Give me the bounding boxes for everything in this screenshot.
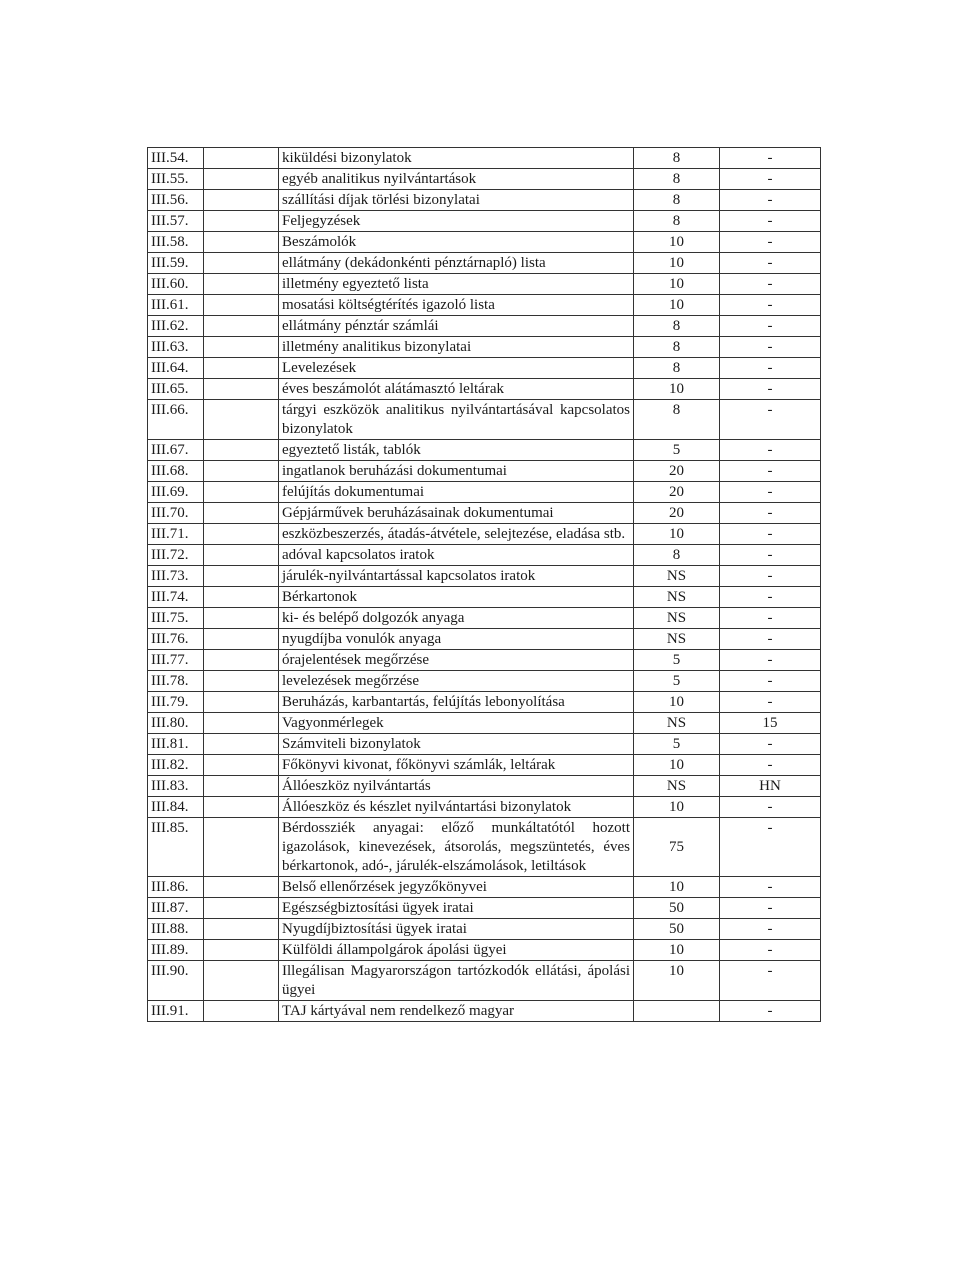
blank-cell (204, 755, 279, 776)
archive-note: - (720, 877, 821, 898)
blank-cell (204, 190, 279, 211)
record-description: éves beszámolót alátámasztó leltárak (279, 379, 634, 400)
table-row (148, 190, 821, 211)
record-description: tárgyi eszközök analitikus nyilvántartásával kapcsolatos bizonylatok (279, 400, 634, 440)
retention-period: 5 (634, 440, 720, 461)
record-description: Feljegyzések (279, 211, 634, 232)
record-code: III.86. (148, 877, 204, 898)
record-code: III.67. (148, 440, 204, 461)
record-code: III.82. (148, 755, 204, 776)
blank-cell (204, 461, 279, 482)
blank-cell (204, 650, 279, 671)
archive-note: - (720, 671, 821, 692)
retention-period: 10 (634, 797, 720, 818)
archive-note: - (720, 818, 821, 877)
record-code: III.57. (148, 211, 204, 232)
record-code: III.83. (148, 776, 204, 797)
records-retention-table (147, 147, 821, 1022)
archive-note: - (720, 295, 821, 316)
blank-cell (204, 797, 279, 818)
retention-period: NS (634, 629, 720, 650)
record-code: III.74. (148, 587, 204, 608)
record-code: III.71. (148, 524, 204, 545)
retention-period (634, 1001, 720, 1022)
archive-note: - (720, 734, 821, 755)
archive-note: - (720, 503, 821, 524)
table-row (148, 295, 821, 316)
table-row (148, 734, 821, 755)
record-code: III.61. (148, 295, 204, 316)
record-description: Levelezések (279, 358, 634, 379)
archive-note: - (720, 190, 821, 211)
retention-period: 10 (634, 692, 720, 713)
record-description: Állóeszköz nyilvántartás (279, 776, 634, 797)
record-code: III.55. (148, 169, 204, 190)
table-row (148, 316, 821, 337)
table-row (148, 400, 821, 440)
record-code: III.69. (148, 482, 204, 503)
record-code: III.58. (148, 232, 204, 253)
record-description: Számviteli bizonylatok (279, 734, 634, 755)
record-description: órajelentések megőrzése (279, 650, 634, 671)
archive-note: - (720, 587, 821, 608)
record-description: Főkönyvi kivonat, főkönyvi számlák, leltárak (279, 755, 634, 776)
blank-cell (204, 919, 279, 940)
table-row (148, 482, 821, 503)
record-code: III.75. (148, 608, 204, 629)
archive-note: - (720, 400, 821, 440)
record-code: III.79. (148, 692, 204, 713)
blank-cell (204, 1001, 279, 1022)
record-description: Beruházás, karbantartás, felújítás lebonyolítása (279, 692, 634, 713)
record-description: egyéb analitikus nyilvántartások (279, 169, 634, 190)
record-code: III.62. (148, 316, 204, 337)
archive-note: - (720, 482, 821, 503)
table-row (148, 961, 821, 1001)
archive-note: - (720, 232, 821, 253)
record-description: Nyugdíjbiztosítási ügyek iratai (279, 919, 634, 940)
blank-cell (204, 358, 279, 379)
blank-cell (204, 587, 279, 608)
table-row (148, 169, 821, 190)
blank-cell (204, 274, 279, 295)
archive-note: - (720, 461, 821, 482)
blank-cell (204, 524, 279, 545)
archive-note: - (720, 919, 821, 940)
blank-cell (204, 169, 279, 190)
blank-cell (204, 898, 279, 919)
retention-period: 10 (634, 961, 720, 1001)
retention-period: 8 (634, 211, 720, 232)
record-code: III.60. (148, 274, 204, 295)
retention-period: NS (634, 566, 720, 587)
table-row (148, 1001, 821, 1022)
table-row (148, 337, 821, 358)
retention-period: 10 (634, 232, 720, 253)
record-description: mosatási költségtérítés igazoló lista (279, 295, 634, 316)
record-description: kiküldési bizonylatok (279, 148, 634, 169)
record-code: III.72. (148, 545, 204, 566)
retention-period: 20 (634, 482, 720, 503)
archive-note: - (720, 545, 821, 566)
archive-note: - (720, 650, 821, 671)
archive-note: - (720, 797, 821, 818)
retention-period: 8 (634, 400, 720, 440)
record-description: egyeztető listák, tablók (279, 440, 634, 461)
record-description: illetmény egyeztető lista (279, 274, 634, 295)
retention-period: 8 (634, 358, 720, 379)
table-row (148, 650, 821, 671)
retention-period: 5 (634, 734, 720, 755)
blank-cell (204, 776, 279, 797)
table-row (148, 379, 821, 400)
table-row (148, 232, 821, 253)
blank-cell (204, 482, 279, 503)
table-row (148, 629, 821, 650)
record-code: III.68. (148, 461, 204, 482)
retention-period: 10 (634, 877, 720, 898)
retention-period: NS (634, 713, 720, 734)
record-description: felújítás dokumentumai (279, 482, 634, 503)
archive-note: - (720, 755, 821, 776)
blank-cell (204, 337, 279, 358)
archive-note: - (720, 379, 821, 400)
table-row (148, 211, 821, 232)
blank-cell (204, 818, 279, 877)
table-row (148, 692, 821, 713)
retention-period: 50 (634, 919, 720, 940)
blank-cell (204, 211, 279, 232)
retention-period: 8 (634, 316, 720, 337)
archive-note: - (720, 440, 821, 461)
table-row (148, 440, 821, 461)
record-code: III.70. (148, 503, 204, 524)
record-code: III.54. (148, 148, 204, 169)
record-description: ellátmány pénztár számlái (279, 316, 634, 337)
archive-note: - (720, 358, 821, 379)
record-code: III.81. (148, 734, 204, 755)
table-row (148, 671, 821, 692)
record-description: szállítási díjak törlési bizonylatai (279, 190, 634, 211)
archive-note: - (720, 961, 821, 1001)
blank-cell (204, 608, 279, 629)
blank-cell (204, 961, 279, 1001)
table-row (148, 940, 821, 961)
retention-period: 10 (634, 524, 720, 545)
retention-period: 8 (634, 190, 720, 211)
table-row (148, 503, 821, 524)
document-page (147, 147, 820, 1022)
record-description: Beszámolók (279, 232, 634, 253)
blank-cell (204, 148, 279, 169)
table-row (148, 919, 821, 940)
record-code: III.63. (148, 337, 204, 358)
retention-period: 8 (634, 148, 720, 169)
blank-cell (204, 400, 279, 440)
record-code: III.59. (148, 253, 204, 274)
blank-cell (204, 295, 279, 316)
record-code: III.88. (148, 919, 204, 940)
retention-period: 75 (634, 818, 720, 877)
table-row (148, 755, 821, 776)
record-code: III.80. (148, 713, 204, 734)
record-description: levelezések megőrzése (279, 671, 634, 692)
record-code: III.89. (148, 940, 204, 961)
retention-period: 10 (634, 274, 720, 295)
retention-period: NS (634, 776, 720, 797)
archive-note: - (720, 274, 821, 295)
retention-period: NS (634, 608, 720, 629)
archive-note: - (720, 940, 821, 961)
table-row (148, 545, 821, 566)
table-row (148, 358, 821, 379)
record-code: III.66. (148, 400, 204, 440)
retention-period: 10 (634, 755, 720, 776)
table-row (148, 587, 821, 608)
record-code: III.73. (148, 566, 204, 587)
archive-note: HN (720, 776, 821, 797)
blank-cell (204, 629, 279, 650)
blank-cell (204, 692, 279, 713)
retention-period: 8 (634, 337, 720, 358)
archive-note: - (720, 566, 821, 587)
table-row (148, 524, 821, 545)
archive-note: - (720, 1001, 821, 1022)
archive-note: - (720, 316, 821, 337)
blank-cell (204, 566, 279, 587)
retention-period: 10 (634, 295, 720, 316)
archive-note: 15 (720, 713, 821, 734)
record-code: III.91. (148, 1001, 204, 1022)
record-description: ingatlanok beruházási dokumentumai (279, 461, 634, 482)
blank-cell (204, 503, 279, 524)
record-description: Bérkartonok (279, 587, 634, 608)
archive-note: - (720, 337, 821, 358)
table-row (148, 776, 821, 797)
table-row (148, 566, 821, 587)
table-row (148, 818, 821, 877)
archive-note: - (720, 524, 821, 545)
retention-period: 8 (634, 169, 720, 190)
table-row (148, 797, 821, 818)
record-code: III.56. (148, 190, 204, 211)
blank-cell (204, 713, 279, 734)
table-row (148, 877, 821, 898)
archive-note: - (720, 898, 821, 919)
record-description: Illegálisan Magyarországon tartózkodók ellátási, ápolási ügyei (279, 961, 634, 1001)
retention-period: 8 (634, 545, 720, 566)
record-description: nyugdíjba vonulók anyaga (279, 629, 634, 650)
archive-note: - (720, 608, 821, 629)
table-row (148, 274, 821, 295)
record-code: III.76. (148, 629, 204, 650)
archive-note: - (720, 253, 821, 274)
record-description: Egészségbiztosítási ügyek iratai (279, 898, 634, 919)
archive-note: - (720, 629, 821, 650)
table-row (148, 461, 821, 482)
record-description: TAJ kártyával nem rendelkező magyar (279, 1001, 634, 1022)
blank-cell (204, 440, 279, 461)
table-row (148, 148, 821, 169)
record-code: III.90. (148, 961, 204, 1001)
retention-period: 10 (634, 253, 720, 274)
record-description: Állóeszköz és készlet nyilvántartási bizonylatok (279, 797, 634, 818)
record-description: ellátmány (dekádonkénti pénztárnapló) lista (279, 253, 634, 274)
table-row (148, 898, 821, 919)
record-code: III.64. (148, 358, 204, 379)
record-description: Vagyonmérlegek (279, 713, 634, 734)
retention-period: 5 (634, 650, 720, 671)
table-row (148, 713, 821, 734)
retention-period: NS (634, 587, 720, 608)
blank-cell (204, 232, 279, 253)
archive-note: - (720, 692, 821, 713)
record-description: Bérdossziék anyagai: előző munkáltatótól hozott igazolások, kinevezések, átsorolás, megszüntetés, éves bérkartonok, adó-, járulék-elszámolások, letiltások (279, 818, 634, 877)
blank-cell (204, 940, 279, 961)
record-code: III.84. (148, 797, 204, 818)
retention-period: 20 (634, 461, 720, 482)
blank-cell (204, 379, 279, 400)
table-row (148, 608, 821, 629)
record-code: III.77. (148, 650, 204, 671)
retention-period: 5 (634, 671, 720, 692)
record-description: járulék-nyilvántartással kapcsolatos iratok (279, 566, 634, 587)
blank-cell (204, 671, 279, 692)
record-description: Külföldi állampolgárok ápolási ügyei (279, 940, 634, 961)
retention-period: 10 (634, 940, 720, 961)
record-code: III.85. (148, 818, 204, 877)
blank-cell (204, 734, 279, 755)
table-body (148, 148, 821, 1022)
record-description: Gépjárművek beruházásainak dokumentumai (279, 503, 634, 524)
record-description: Belső ellenőrzések jegyzőkönyvei (279, 877, 634, 898)
record-code: III.65. (148, 379, 204, 400)
archive-note: - (720, 169, 821, 190)
blank-cell (204, 316, 279, 337)
blank-cell (204, 545, 279, 566)
record-code: III.87. (148, 898, 204, 919)
record-description: adóval kapcsolatos iratok (279, 545, 634, 566)
blank-cell (204, 877, 279, 898)
table-row (148, 253, 821, 274)
archive-note: - (720, 148, 821, 169)
retention-period: 10 (634, 379, 720, 400)
record-description: eszközbeszerzés, átadás-átvétele, selejtezése, eladása stb. (279, 524, 634, 545)
retention-period: 50 (634, 898, 720, 919)
record-code: III.78. (148, 671, 204, 692)
retention-period: 20 (634, 503, 720, 524)
blank-cell (204, 253, 279, 274)
record-description: illetmény analitikus bizonylatai (279, 337, 634, 358)
archive-note: - (720, 211, 821, 232)
record-description: ki- és belépő dolgozók anyaga (279, 608, 634, 629)
